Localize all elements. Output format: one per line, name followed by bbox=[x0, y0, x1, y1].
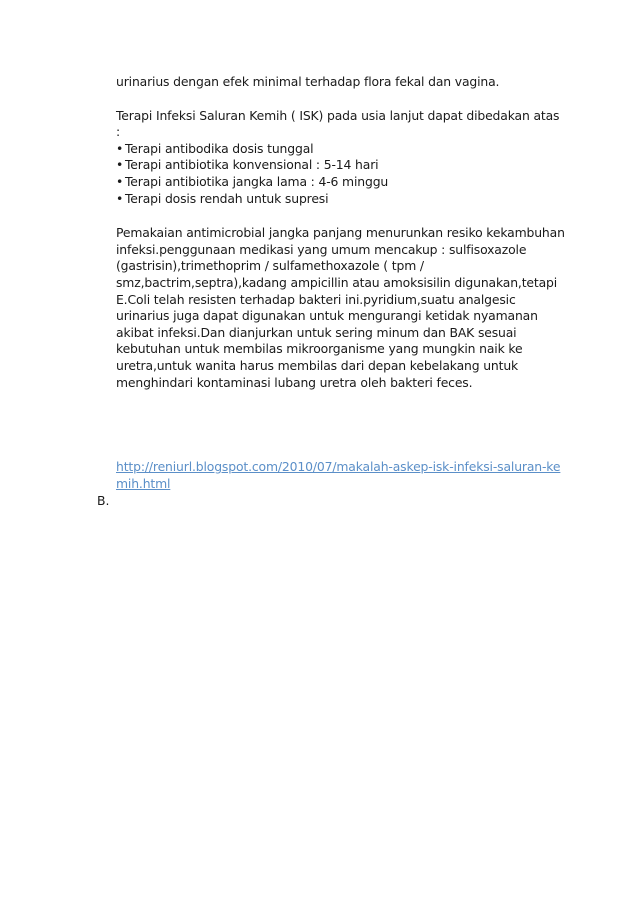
spacer bbox=[116, 207, 566, 225]
document-body bbox=[116, 74, 566, 492]
therapy-list bbox=[116, 141, 566, 207]
spacer bbox=[116, 91, 566, 108]
therapy-list-item: • Terapi antibiotika jangka lama : 4-6 minggu bbox=[116, 174, 566, 191]
paragraph-main: Pemakaian antimicrobial jangka panjang menurunkan resiko kekambuhan infeksi.penggunaan medikasi yang umum mencakup : sulfisoxazole (gastrisin),trimethoprim / sulfamethoxazole ( tpm / smz,bactrim,septra),kadang ampicillin atau amoksisilin digunakan,tetapi E.Coli telah resisten terhadap bakteri ini.pyridium,suatu analgesic urinarius juga dapat digunakan untuk mengurangi ketidak nyamanan akibat infeksi.Dan dianjurkan untuk sering minum dan BAK sesuai kebutuhan untuk membilas mikroorganisme yang mungkin naik ke uretra,untuk wanita harus membilas dari depan kebelakang untuk menghindari kontaminasi lubang uretra oleh bakteri feces. bbox=[116, 225, 565, 390]
section-marker: B. bbox=[97, 493, 110, 508]
therapy-list-item: • Terapi antibiotika konvensional : 5-14 hari bbox=[116, 157, 566, 174]
therapy-list-item: • Terapi dosis rendah untuk supresi bbox=[116, 191, 566, 208]
source-link[interactable]: http://reniurl.blogspot.com/2010/07/makalah-askep-isk-infeksi-saluran-kemih.html bbox=[116, 459, 561, 491]
spacer bbox=[116, 391, 566, 459]
text-line-top: urinarius dengan efek minimal terhadap flora fekal dan vagina. bbox=[116, 74, 500, 89]
therapy-list-item: • Terapi antibodika dosis tunggal bbox=[116, 141, 566, 158]
source-paragraph bbox=[116, 459, 566, 492]
therapy-intro: Terapi Infeksi Saluran Kemih ( ISK) pada usia lanjut dapat dibedakan atas : bbox=[116, 107, 560, 140]
